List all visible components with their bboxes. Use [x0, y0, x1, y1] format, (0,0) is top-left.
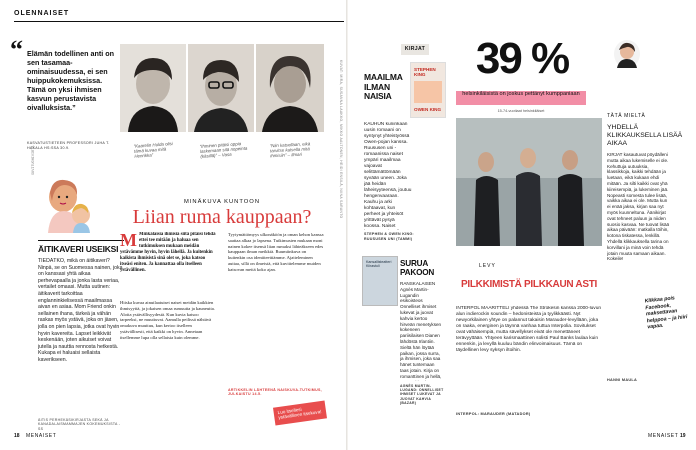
book1-cover-art [414, 81, 442, 103]
quote-text: Elämän todellinen anti on sen tasamaa-ominaisuudessa, ei sen huippukokemuksissa. Tämä on yksi ihmisen kasvun perustavista oivalluksista.” [27, 49, 115, 112]
quote2-label: TÄTÄ MIELTÄ [607, 113, 646, 119]
portrait-photo-3 [256, 44, 324, 132]
quote2-handwrite: Klikkaa pois Facebook, maksettavan helppoa – ja hiiri vapaa. [644, 295, 688, 331]
right-page [348, 0, 696, 450]
book2-cover-text: Kansallisteatteri Kiirastuli [366, 260, 392, 269]
folio-name-right: MENAISET [648, 433, 679, 439]
book2-title: SURUA PAKOON [400, 259, 435, 277]
sidebar-credit: ÄITIS PERHEKÄSIKIRJASTA SEKÄ JA KANADALAISMAMMAJEN KOKEMUKSISTA - SS [38, 418, 121, 431]
quote-source: KASVATUSTIETEEN PROFESSORI JUHA T. HAKALA HS:SSA 30.9. [27, 141, 110, 150]
book1-cover-author2: OWEN KING [414, 107, 442, 112]
book2-cover [362, 256, 398, 306]
red-sticker: Luo itsellesi ystävällinen itsekuva! [273, 400, 327, 425]
photo-caption-2: ”Ihminen pitäisi oppia laskemaan sitä nopeinta (käsillä)” – Vasa [199, 141, 248, 160]
book2-credit: AGNÈS MARTIN-LUGAND: ONNELLISET IHMISET LUKEVAT JA JUOVAT KAHVIA (BAZAR) [400, 384, 444, 405]
photo-credits-vertical: KUVAT: MIRA, SUSANNA LAAKKO, MIKKO AALTONEN, HEIDI ENSILÄ, NIINA SARANTO [339, 60, 343, 219]
band-title: PILKKIMISTÄ PILKKAUN ASTI [460, 279, 598, 290]
quote2-title: YHDELLÄ KLIKKAUKSELLA LISÄÄ AIKAA [607, 124, 683, 147]
sidebar-rule [38, 240, 124, 241]
left-page [0, 0, 347, 450]
band-label: LEVY [475, 262, 500, 270]
quote2-body: KIRJAT kasautuvat pöydälleni mutta aikaa lukemiselle ei ole. Kehuttuja uutuuksia, klassikkoja, kaikki tehdään ja luetaan, eikä kukaan ehdi mitään. Ja silti kaikki ovat yhä kiireisempiä, ja lukeminen jää. Nopeasti somesta tulee lisää, vaikka aikaa ei ole. Mutta kun ei enää jaksa, kirjan saa nyt myös kuunneltuna. Äänikirjat ovat tehneet paluun ja niiden suosio kasvaa. Ne tuovat lisää aikaa päivään: matkalla töihin, kotona tiskatessa, lenkillä. Yhdellä klikkauksella tarina on korvillani ja minä voin tehdä jotain muuta samaan aikaan. Kokeile! [607, 152, 670, 262]
band-credit: INTERPOL: MARAUDER (MATADOR) [456, 412, 531, 416]
article-col-2: Tyytymättömyys ulkonäköön ja oman kehon kanssa saattaa alkaa jo lapsena. Tutkimusten mukaan moni nainen kokee itsensä liian rumaksi lähteäkseen edes kauppaan ilman meikkiä. Ruumiinkuva on kuitenkin osa identiteettiämme. Ajatteleminen auttaa, sillä on ilmeistä, että kuvittelemme muiden katsovan meitä koko ajan. [228, 232, 324, 272]
folio-number-right: 19 [680, 433, 686, 439]
sidebar-title: ÄITIKAVERI USEIKSI [38, 244, 119, 254]
mother-child-illustration [38, 175, 98, 235]
stat-banner: helsinkiläisistä on joskus pettänyt kumppaniaan [456, 91, 586, 105]
sidebar-body: TIEDÄTKÖ, mikä on äitikaveri? Ninpä, se on Suomessa nainen, joka on kanssasi yhtä aikaa perhevapaalla ja jonka lasta veriaa, vertailet omaasi. Mutta uutinen: äitikaverit tarkoittaa englanninkielisessä maailmassa aivan en asiaa. Mom Friend onkin sellainen ihana, tärkeä ja vähän raskas myös ystävä, joka on jäsen, jolla on pien lapsia, jotka ovat hyvin hyvin kavereita. Lapset leikkivät keskenään, joten aikuiset voivat jutella ja nauttia rennosta hetkestä. Kukapa ei haluaisi sellaista kaverikseen. [38, 258, 123, 363]
top-rule [14, 21, 344, 22]
book1-body: KAUHUN kuninkaan uusin romaani on syntynyt yhteistyössä Owen-pojan kanssa. Ruususen uni -romaanissa naiset ympäri maailmaa vajoavat selittämättömään syvään uneen. Joka jää heidän läheisyyteensä, joutuu hengenvaaraan. Kauhu ja arki kohtaavat, kun perheet ja yhteisöt yrittävät pysyä koossa. Naiset [364, 122, 412, 229]
article-kicker: MINÄKUVA KUNTOON [183, 199, 261, 205]
stat-source: 15-74-vuotiaat helsinkiläiset [497, 109, 545, 113]
band-photo [456, 118, 602, 246]
stat-number: 39 % [475, 34, 569, 83]
article-col-1: Hiiska kuvaa ainutlaatuiset naiset meidän kaikkien ihmisyyttä, ja jokaisen omaa rumuutta ja kauneutta. Aloita ystävällisyydestä. Kun kuvia katsoo tarpeeksi, ne muuttuvat. Aamulla peilissä nähtävä omakuva muuttuu, kun kertoo itselleen ystävällisesti, että kaikki on hyvin. Annetaan itsellemme lupa olla sellaisia kuin olemme. [120, 300, 215, 340]
article-lead: M Minkälaisia ihmisiä siitä pitäisi tehdä ettei tee mitään ja haluaa sen tutkimuksen mukaan meidän ystävämme hyvin, hyvin lähellä. Ja kuitenkin kaikista ihmisistä sinä olet se, joka katsoo itseäsi eniten. Ja kannattaa olla itselleen ystävällinen. [120, 232, 216, 273]
section-label: OLENNAISET [14, 10, 70, 17]
quote-mark: “ [10, 35, 23, 64]
article-title: Liian ruma kauppaan? [132, 206, 312, 228]
article-source: ARTIKKELIN LÄHTEENÄ NAISKUVA-TUTKIMUS, JULKAISTU 14.5. [228, 388, 322, 397]
book1-cover [410, 62, 446, 118]
folio-number: 18 [14, 433, 20, 439]
portrait-photo-1 [120, 44, 186, 132]
folio-name: MENAISET [26, 433, 57, 439]
quote2-credit: HANNI MAULA [607, 378, 638, 382]
photo-caption-1: ”Kaarelin Hulda olisi tämä kuvaa mitä Henrikka” [133, 141, 173, 160]
band-body: INTERPOL MÄÄRITTELI yhdessä The Strokesin kanssa 2000-luvun alun indierockin soundin – hedonisteista ja tyylikkäästi. Nyt newyorkilainen yhtye on palannut takaisin Marauder-levyllään, joka on raaka, energinen ja täynnä vanhaa tuttua Interpolia. Sovitukset ovat vähäisempiä, mutta sävellykset eivät ole menettäneet terävyyttään. Yhtyeen karismaattinen solisti Paul Banks laulaa kuin ennenkin, ja levyllä kuuluu bändin elinvoimaisuus. Tämä on täydellinen levy syksyn iltoihin. [456, 306, 602, 353]
book2-body: RANSKALAISEN Agnès Martin-Lugandin esikoisteos Onnelliset ihmiset lukevat ja juovat kahvia kertoo hirveän menetyksen kokeneen pariisilaisen Dianen lähdöstä Irlantiin. Sieltä hän löytää paikan, jossa surra, ja ihmisen, joka saa hänet tuntemaan taas jotain. Kirja on romanttinen ja hellä, [400, 281, 442, 379]
book1-cover-author1: STEPHEN KING [414, 67, 436, 77]
author-avatar [614, 40, 640, 68]
book1-credit: STEPHEN & OWEN KING: RUUSUSEN UNI (TAMMI) [364, 232, 414, 241]
book1-title: MAAILMA ILMAN NAISIA [364, 72, 403, 101]
books-tag: KIRJAT [401, 44, 429, 55]
illustration-credit: SUVITUOHIVIRTA [32, 145, 36, 175]
portrait-photo-2 [188, 44, 254, 132]
photo-caption-3: ”Niin katsellaan, eikä tarvitse katsella mitä ihmisiin” – Ilmari [269, 141, 311, 159]
